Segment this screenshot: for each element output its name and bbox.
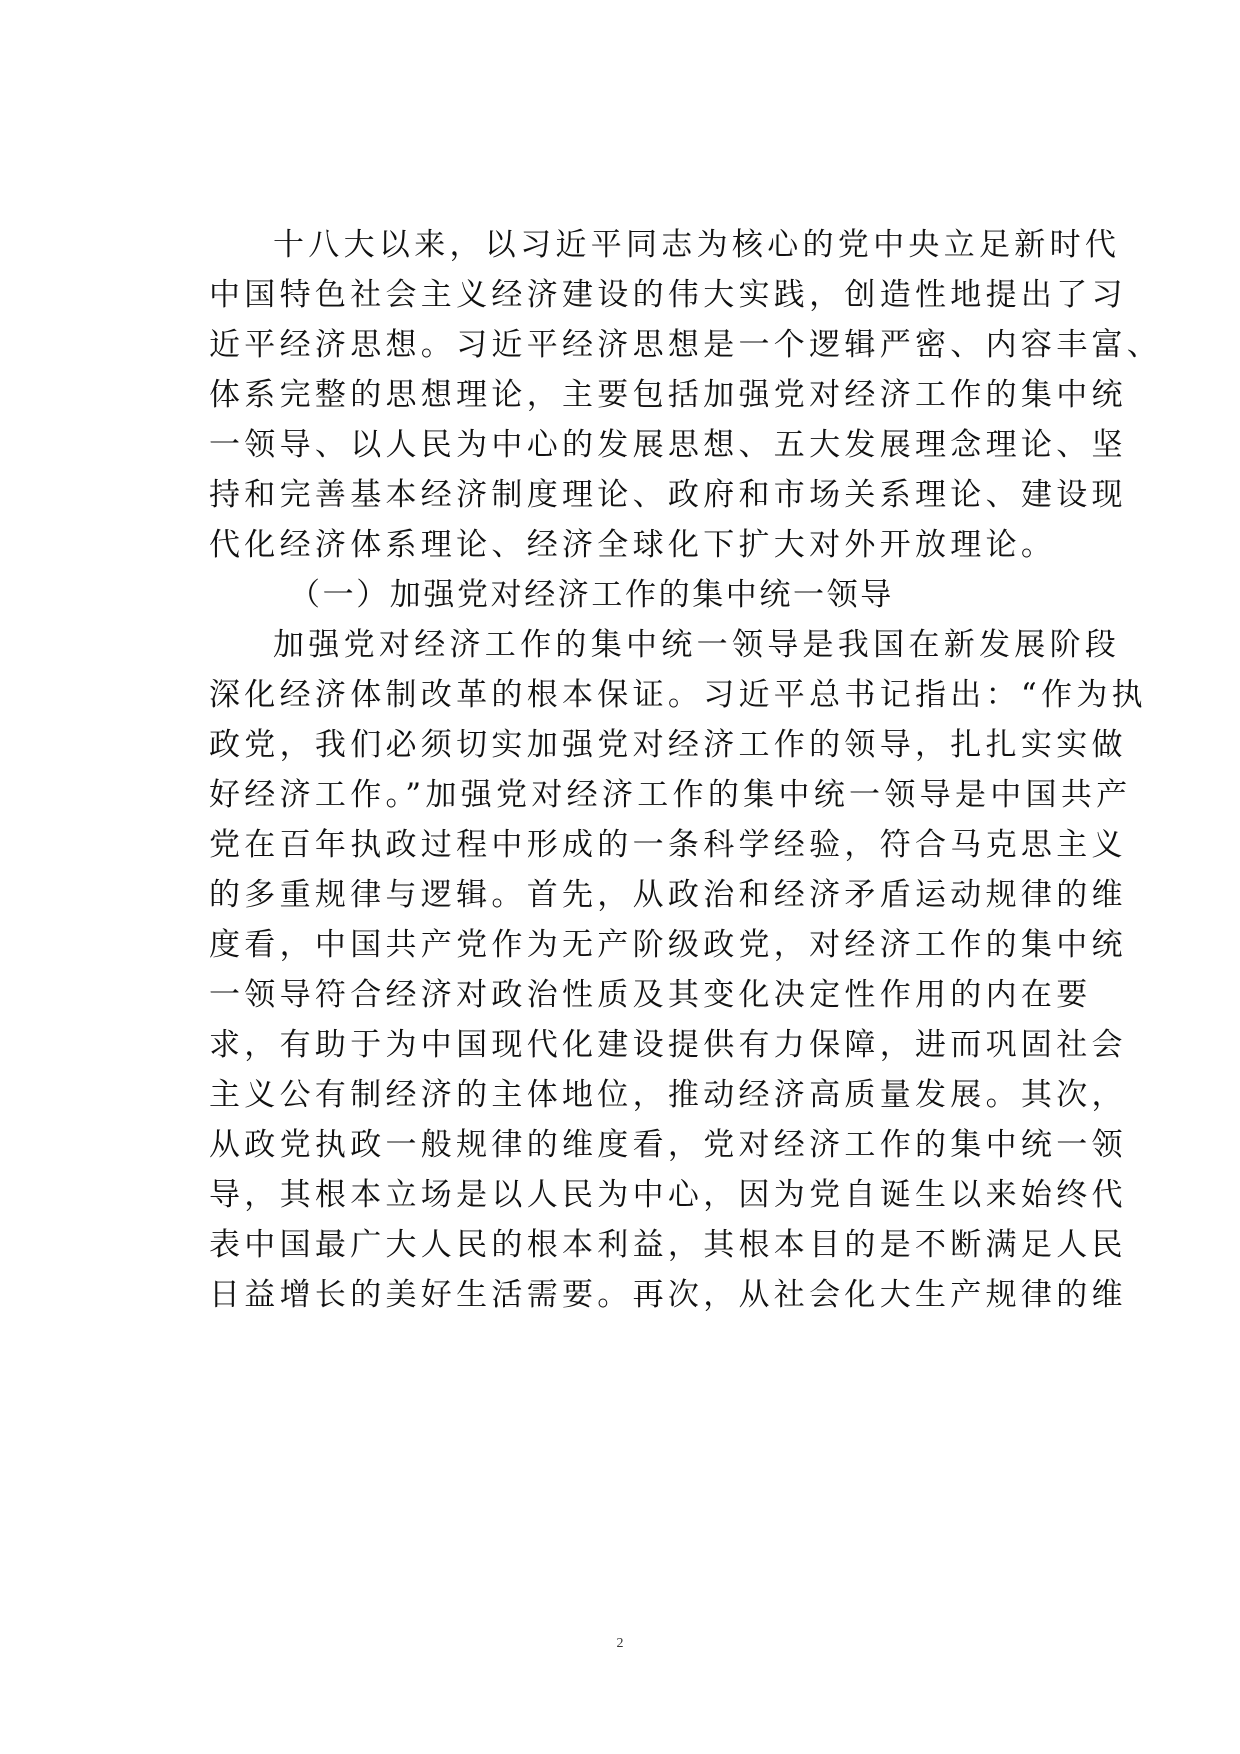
text-line: 好经济工作。”加强党对经济工作的集中统一领导是中国共产 <box>209 777 1132 813</box>
text-line: 从政党执政一般规律的维度看，党对经济工作的集中统一领 <box>209 1127 1127 1163</box>
paragraph-intro <box>209 220 1163 570</box>
paragraph-leadership <box>209 620 1147 1320</box>
text-line: 深化经济体制改革的根本保证。习近平总书记指出：“作为执 <box>209 677 1147 713</box>
text-line: 主义公有制经济的主体地位，推动经济高质量发展。其次， <box>209 1077 1127 1113</box>
text-line: 的多重规律与逻辑。首先，从政治和经济矛盾运动规律的维 <box>209 877 1127 913</box>
text-line: 近平经济思想。习近平经济思想是一个逻辑严密、内容丰富、 <box>209 327 1163 363</box>
text-line: 一领导符合经济对政治性质及其变化决定性作用的内在要 <box>209 977 1092 1013</box>
text-line: 代化经济体系理论、经济全球化下扩大对外开放理论。 <box>209 527 1057 563</box>
body-text <box>209 220 1163 1320</box>
text-line: 持和完善基本经济制度理论、政府和市场关系理论、建设现 <box>209 477 1127 513</box>
text-line: 加强党对经济工作的集中统一领导是我国在新发展阶段 <box>273 627 1121 663</box>
text-line: 体系完整的思想理论，主要包括加强党对经济工作的集中统 <box>209 377 1127 413</box>
text-line: 政党，我们必须切实加强党对经济工作的领导，扎扎实实做 <box>209 727 1127 763</box>
text-line: 十八大以来，以习近平同志为核心的党中央立足新时代 <box>273 227 1121 263</box>
text-line: 党在百年执政过程中形成的一条科学经验，符合马克思主义 <box>209 827 1127 863</box>
text-line: 日益增长的美好生活需要。再次，从社会化大生产规律的维 <box>209 1277 1127 1313</box>
page-number: 2 <box>616 1636 624 1651</box>
text-line: 表中国最广大人民的根本利益，其根本目的是不断满足人民 <box>209 1227 1127 1263</box>
section-heading <box>209 570 1069 620</box>
section-heading-text: （一）加强党对经济工作的集中统一领导 <box>289 577 894 613</box>
text-line: 一领导、以人民为中心的发展思想、五大发展理念理论、坚 <box>209 427 1127 463</box>
text-line: 度看，中国共产党作为无产阶级政党，对经济工作的集中统 <box>209 927 1127 963</box>
text-line: 中国特色社会主义经济建设的伟大实践，创造性地提出了习 <box>209 277 1127 313</box>
text-line: 导，其根本立场是以人民为中心，因为党自诞生以来始终代 <box>209 1177 1127 1213</box>
text-line: 求，有助于为中国现代化建设提供有力保障，进而巩固社会 <box>209 1027 1127 1063</box>
